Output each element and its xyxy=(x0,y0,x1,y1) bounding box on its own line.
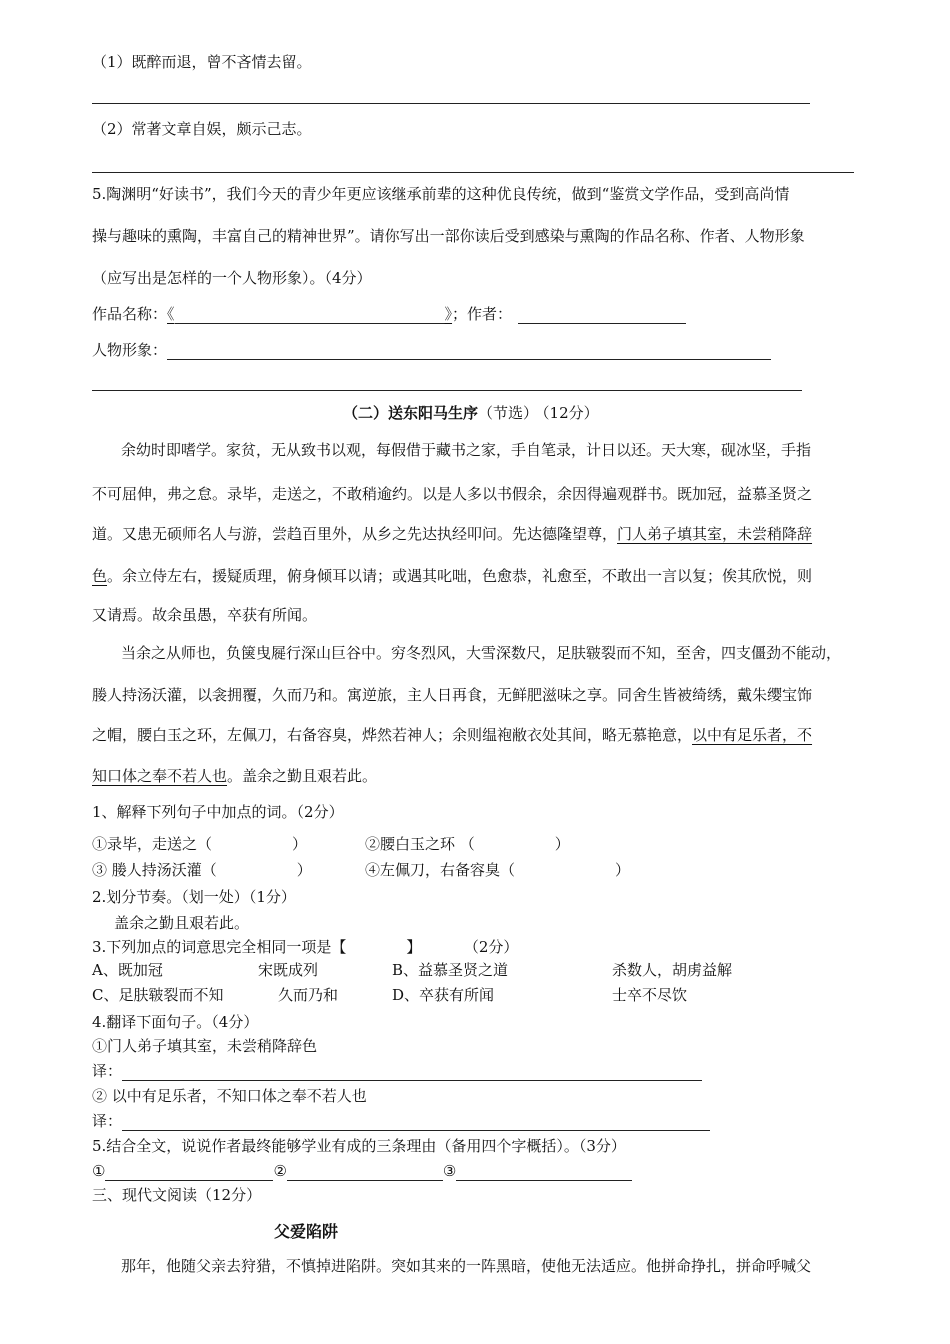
passage-text: 之帽，腰白玉之环，左佩刀，右备容臭，烨然若神人；余则缊袍敝衣处其间，略无慕艳意， xyxy=(92,726,693,744)
reason-2-label: ② xyxy=(273,1162,287,1180)
answer-line[interactable] xyxy=(92,172,854,173)
q5-line-3: （应写出是怎样的一个人物形象）。（4分） xyxy=(92,269,372,287)
passage-line: 余幼时即嗜学。家贫，无从致书以观，每假借于藏书之家，手自笔录，计日以还。天大寒，砚冰坚，手指 xyxy=(121,441,812,459)
work-name-label: 作品名称： xyxy=(92,305,168,323)
q1-a-text: ①录毕，走送之（ xyxy=(92,835,213,853)
underlined-sentence-1: 门人弟子填其室，未尝稍降辞 xyxy=(617,525,813,543)
q3-option-a2: 宋既成列 xyxy=(258,961,319,979)
author-label: ；作者： xyxy=(452,305,513,323)
q3-option-b2: 杀数人，胡虏益解 xyxy=(612,961,733,979)
passage-line: 不可屈伸，弗之怠。录毕，走送之，不敢稍逾约。以是人多以书假余，余因得遍观群书。既加冠，益慕圣贤之 xyxy=(92,485,813,503)
q5-reason-title: 5.结合全文，说说作者最终能够学业有成的三条理由（备用四个字概括）。（3分） xyxy=(92,1137,626,1155)
q1-title: 1、解释下列句子中加点的词。（2分） xyxy=(92,803,344,821)
passage-line xyxy=(92,566,812,586)
q5-line-2: 操与趣味的熏陶，丰富自己的精神世界”。请你写出一部你读后受到感染与熏陶的作品名称、作者、人物形象 xyxy=(92,227,805,245)
author-input[interactable] xyxy=(518,307,686,324)
q5-line-1: 5.陶渊明“好读书”，我们今天的青少年更应该继承前辈的这种优良传统，做到“鉴赏文学作品，受到高尚情 xyxy=(92,185,790,203)
section-3-heading: 三、现代文阅读（12分） xyxy=(92,1186,262,1204)
q4-sentence-1: ①门人弟子填其室，未尝稍降辞色 xyxy=(92,1037,318,1055)
reason-2-input[interactable] xyxy=(287,1164,443,1181)
passage-text: 。盖余之勤且艰若此。 xyxy=(227,767,378,785)
section-2-title-note: （节选） xyxy=(478,404,539,422)
section-3-title: 父爱陷阱 xyxy=(274,1222,339,1241)
q3-option-d2: 士卒不尽饮 xyxy=(612,986,688,1004)
translate-input-1[interactable] xyxy=(122,1064,702,1081)
section-2-title-main: （二）送东阳马生序 xyxy=(343,404,479,422)
q1-d-close: ） xyxy=(615,861,631,879)
reason-1-label: ① xyxy=(92,1162,106,1180)
reason-3-label: ③ xyxy=(442,1162,457,1180)
passage-line: 那年，他随父亲去狩猎，不慎掉进陷阱。突如其来的一阵黑暗，使他无法适应。他拼命挣扎，拼命呼喊父 xyxy=(121,1257,812,1275)
q3-bracket-close: 】 xyxy=(406,938,422,956)
q3-option-a1: A、既加冠 xyxy=(92,961,163,979)
character-input[interactable] xyxy=(167,343,771,360)
q3-title: 3.下列加点的词意思完全相同一项是【 xyxy=(92,938,347,956)
passage-text: 道。又患无硕师名人与游，尝趋百里外，从乡之先达执经叩问。先达德隆望尊， xyxy=(92,525,618,543)
q2-text[interactable]: 盖余之勤且艰若此。 xyxy=(114,914,250,932)
q4-translate-row-2 xyxy=(92,1111,710,1131)
translate-input-2[interactable] xyxy=(122,1114,710,1131)
section-2-score: （12分） xyxy=(542,404,599,422)
underlined-sentence-2: 以中有足乐者，不 xyxy=(692,726,813,744)
q4-sentence-2: ② 以中有足乐者，不知口体之奉不若人也 xyxy=(92,1087,367,1105)
q3-option-b1: B、益慕圣贤之道 xyxy=(392,961,509,979)
q3-score: （2分） xyxy=(471,938,519,956)
q3-title-row xyxy=(92,937,518,957)
q4-title: 4.翻译下面句子。（4分） xyxy=(92,1013,259,1031)
answer-line[interactable] xyxy=(92,103,810,104)
reason-3-input[interactable] xyxy=(456,1164,632,1181)
q1-item-b xyxy=(365,834,570,854)
open-quote: 《 xyxy=(167,305,175,323)
work-name-row xyxy=(92,304,686,324)
character-label: 人物形象： xyxy=(92,341,168,359)
q1-c-text: ③ 媵人持汤沃灌（ xyxy=(92,861,217,879)
passage-line xyxy=(92,725,812,745)
close-quote: 》 xyxy=(444,305,453,323)
translate-label: 译： xyxy=(92,1062,123,1080)
passage-line: 又请焉。故余虽愚，卒获有所闻。 xyxy=(92,606,318,624)
passage-line: 媵人持汤沃灌，以衾拥覆，久而乃和。寓逆旅，主人日再食，无鲜肥滋味之享。同舍生皆被绮绣，戴朱缨宝饰 xyxy=(92,686,813,704)
translate-label: 译： xyxy=(92,1112,123,1130)
q1-a-close: ） xyxy=(292,835,308,853)
character-row xyxy=(92,340,771,360)
passage-line xyxy=(92,766,377,786)
answer-line[interactable] xyxy=(92,390,802,391)
sentence-1: （1）既醉而退，曾不吝情去留。 xyxy=(92,53,312,71)
passage-text: 。余立侍左右，援疑质理，俯身倾耳以请；或遇其叱咄，色愈恭，礼愈至，不敢出一言以复；俟其欣悦，则 xyxy=(107,567,813,585)
work-name-input[interactable] xyxy=(175,307,445,324)
q1-b-text: ②腰白玉之环 （ xyxy=(365,835,475,853)
q5-reason-row xyxy=(92,1161,632,1181)
q1-item-d xyxy=(365,860,630,880)
q3-option-d1: D、卒获有所闻 xyxy=(392,986,495,1004)
q1-item-a xyxy=(92,834,307,854)
sentence-2: （2）常著文章自娱，颇示己志。 xyxy=(92,120,312,138)
q2-title: 2.划分节奏。（划一处）（1分） xyxy=(92,888,296,906)
reason-1-input[interactable] xyxy=(105,1164,273,1181)
passage-line xyxy=(92,524,812,544)
underlined-sentence-1-end: 色 xyxy=(92,567,108,585)
section-2-title xyxy=(343,403,599,423)
q1-d-text: ④左佩刀，右备容臭（ xyxy=(365,861,516,879)
underlined-sentence-2-end: 知口体之奉不若人也 xyxy=(92,767,228,785)
passage-line: 当余之从师也，负箧曳屣行深山巨谷中。穷冬烈风，大雪深数尺，足肤皲裂而不知，至舍，四支僵劲不能动， xyxy=(121,644,842,662)
q3-option-c1: C、足肤皲裂而不知 xyxy=(92,986,224,1004)
q1-item-c xyxy=(92,860,312,880)
q1-b-close: ） xyxy=(554,835,570,853)
q3-option-c2: 久而乃和 xyxy=(278,986,339,1004)
q1-c-close: ） xyxy=(296,861,312,879)
q4-translate-row-1 xyxy=(92,1061,702,1081)
